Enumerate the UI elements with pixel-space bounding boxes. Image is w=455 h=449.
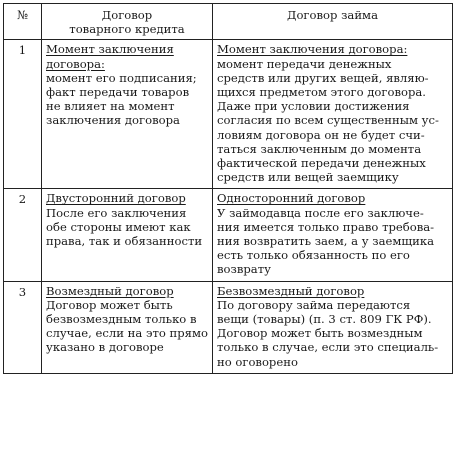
cell-text-line: Договор может быть возмездным — [217, 326, 423, 341]
cell-heading: Безвозмездный договор — [217, 283, 365, 298]
trade-credit-cell — [42, 189, 213, 281]
cell-text-line: фактической передачи денежных — [217, 156, 426, 171]
cell-text-line: средств или других вещей, являю- — [217, 70, 429, 85]
cell-heading: Двусторонний договор — [46, 191, 186, 206]
header-trade-credit-contract — [42, 4, 213, 40]
cell-text-line: обе стороны имеют как — [46, 219, 191, 234]
cell-heading: Момент заключения договора: — [217, 42, 408, 57]
cell-text-line: момент его подписания; — [46, 70, 197, 85]
cell-text-line: У займодавца после его заключе- — [217, 205, 424, 220]
cell-text-line: После его заключения — [46, 205, 187, 220]
cell-text-line: щихся предметом этого договора. — [217, 85, 426, 100]
cell-text-line: согласия по всем существенным ус- — [217, 113, 439, 128]
header-number: № — [4, 4, 42, 40]
cell-text-line: факт передачи товаров — [46, 85, 190, 100]
cell-heading: Возмездный договор — [46, 283, 174, 298]
cell-text-line: ловиям договора он не будет счи- — [217, 127, 425, 142]
table-row — [4, 189, 453, 281]
table-row — [4, 40, 453, 189]
cell-text-line: заключения договора — [46, 113, 180, 128]
cell-text-line: Даже при условии достижения — [217, 99, 410, 114]
cell-heading: Момент заключения — [46, 42, 174, 57]
header-loan-contract: Договор займа — [213, 4, 453, 40]
cell-heading: договора: — [46, 56, 105, 71]
header-left-line: Договор — [101, 8, 153, 22]
cell-text-line: ния возвратить заем, а у заемщика — [217, 234, 435, 249]
cell-text-line: указано в договоре — [46, 340, 164, 355]
row-number: 1 — [4, 40, 42, 189]
cell-text-line: момент передачи денежных — [217, 56, 392, 71]
cell-text-line: случае, если на это прямо — [46, 326, 208, 341]
cell-text-line: есть только обязанность по его — [217, 248, 410, 263]
loan-cell — [213, 40, 453, 189]
cell-text-line: возврату — [217, 262, 271, 277]
cell-text-line: По договору займа передаются — [217, 297, 411, 312]
cell-text-line: вещи (товары) (п. 3 ст. 809 ГК РФ). — [217, 312, 432, 327]
cell-text-line: Договор может быть — [46, 297, 173, 312]
cell-heading: Односторонний договор — [217, 191, 366, 206]
header-left-line: товарного кредита — [69, 22, 185, 37]
cell-text-line: права, так и обязанности — [46, 234, 203, 249]
loan-cell — [213, 189, 453, 281]
cell-text-line: ния имеется только право требова- — [217, 219, 435, 234]
comparison-table — [3, 3, 453, 374]
cell-text-line: средств или вещей заемщику — [217, 170, 399, 185]
trade-credit-cell — [42, 40, 213, 189]
table-row — [4, 281, 453, 373]
cell-text-line: только в случае, если это специаль- — [217, 340, 439, 355]
comparison-document — [3, 3, 453, 374]
cell-text-line: не влияет на момент — [46, 99, 175, 114]
cell-text-line: но оговорено — [217, 354, 298, 369]
table-header-row — [4, 4, 453, 40]
loan-cell — [213, 281, 453, 373]
trade-credit-cell — [42, 281, 213, 373]
cell-text-line: безвозмездным только в — [46, 312, 197, 327]
row-number: 2 — [4, 189, 42, 281]
row-number: 3 — [4, 281, 42, 373]
cell-text-line: таться заключенным до момента — [217, 141, 422, 156]
